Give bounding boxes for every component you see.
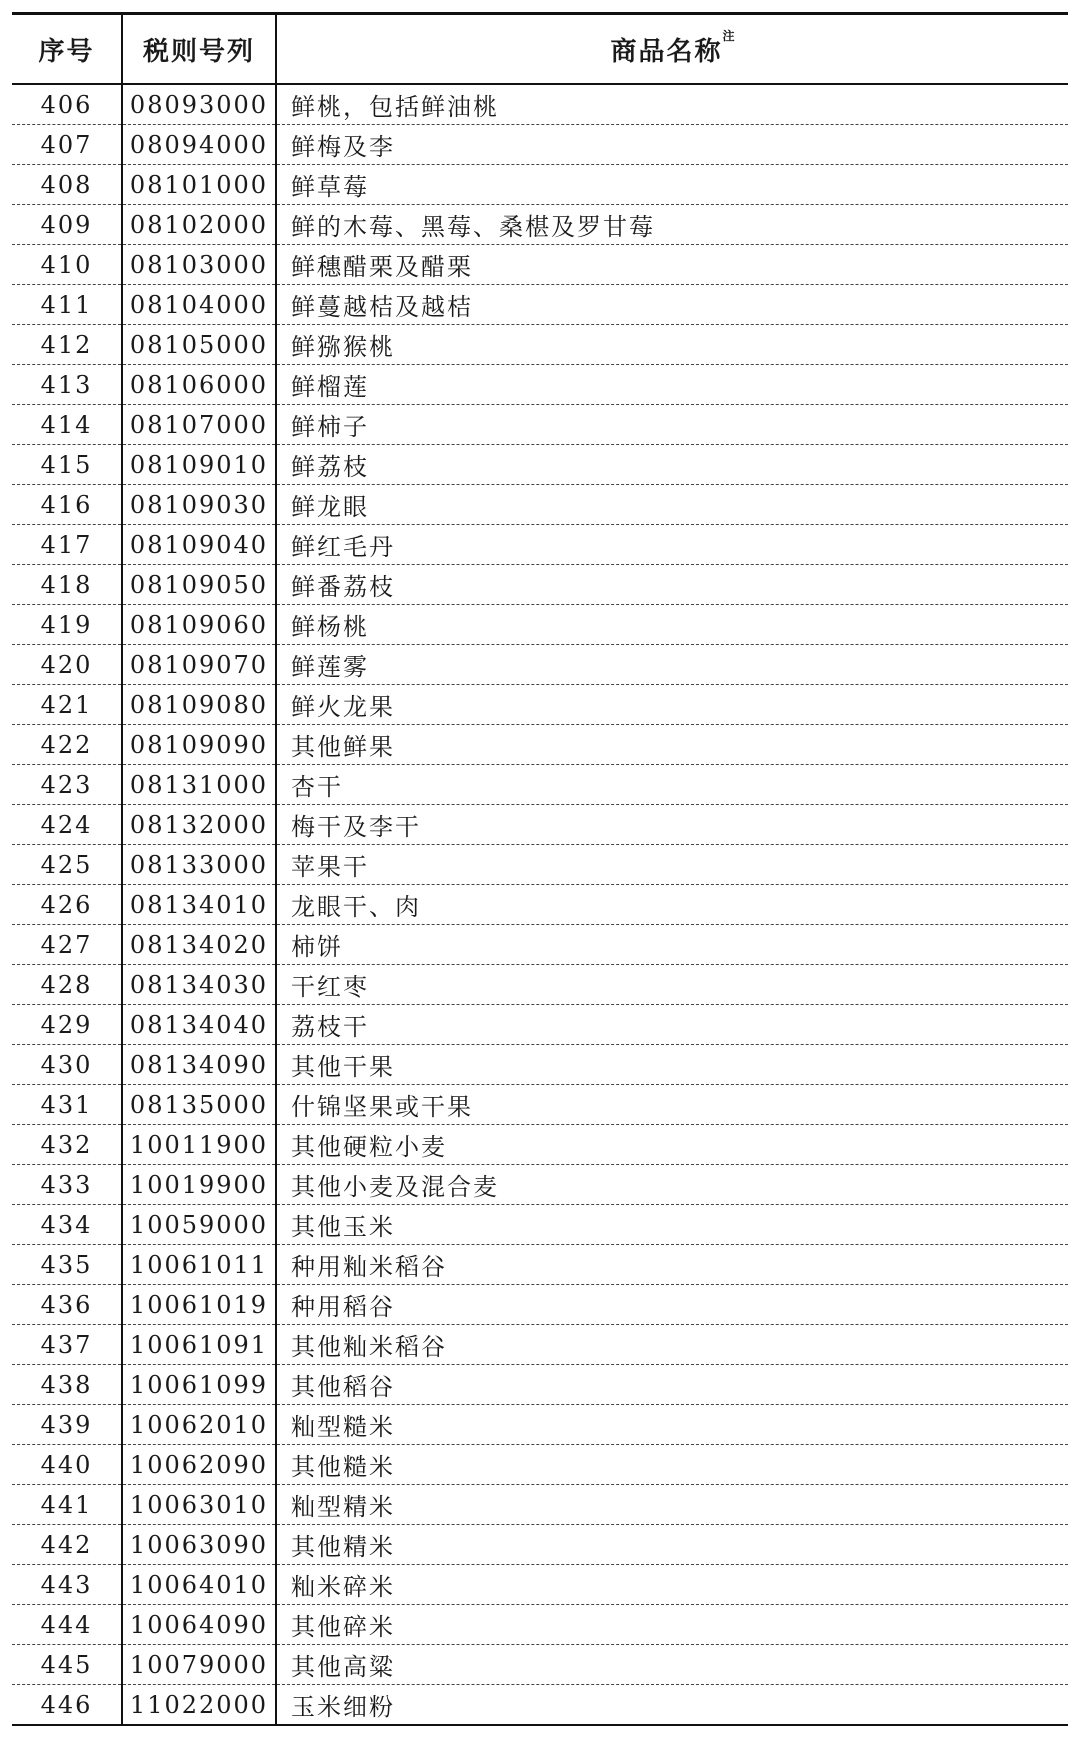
cell-name: 苹果干 <box>276 845 1068 885</box>
cell-seq: 436 <box>12 1285 122 1325</box>
table-row <box>12 1085 1068 1125</box>
table-row <box>12 525 1068 565</box>
cell-code: 08106000 <box>122 365 276 405</box>
table-row <box>12 325 1068 365</box>
cell-seq: 407 <box>12 125 122 165</box>
cell-code: 08109010 <box>122 445 276 485</box>
table-row <box>12 1245 1068 1285</box>
table-row <box>12 885 1068 925</box>
cell-seq: 408 <box>12 165 122 205</box>
cell-name: 什锦坚果或干果 <box>276 1085 1068 1125</box>
cell-code: 08134020 <box>122 925 276 965</box>
table-row <box>12 685 1068 725</box>
cell-code: 10063090 <box>122 1525 276 1565</box>
table-row <box>12 605 1068 645</box>
table-row <box>12 1685 1068 1726</box>
cell-code: 08135000 <box>122 1085 276 1125</box>
table-row <box>12 245 1068 285</box>
cell-name: 鲜梅及李 <box>276 125 1068 165</box>
table-row <box>12 1125 1068 1165</box>
cell-seq: 441 <box>12 1485 122 1525</box>
cell-seq: 411 <box>12 285 122 325</box>
cell-code: 08132000 <box>122 805 276 845</box>
cell-seq: 442 <box>12 1525 122 1565</box>
table-row <box>12 1405 1068 1445</box>
header-name-label: 商品名称 <box>610 36 723 67</box>
cell-code: 08093000 <box>122 84 276 125</box>
cell-name: 鲜火龙果 <box>276 685 1068 725</box>
cell-seq: 410 <box>12 245 122 285</box>
table-row <box>12 1325 1068 1365</box>
cell-code: 08109030 <box>122 485 276 525</box>
cell-name: 鲜猕猴桃 <box>276 325 1068 365</box>
cell-name: 鲜草莓 <box>276 165 1068 205</box>
cell-seq: 445 <box>12 1645 122 1685</box>
table-row <box>12 365 1068 405</box>
table-row <box>12 445 1068 485</box>
table-row <box>12 1165 1068 1205</box>
cell-code: 08134010 <box>122 885 276 925</box>
header-row <box>12 14 1068 85</box>
table-row <box>12 1445 1068 1485</box>
table-row <box>12 1525 1068 1565</box>
cell-code: 08094000 <box>122 125 276 165</box>
cell-seq: 425 <box>12 845 122 885</box>
cell-code: 10064010 <box>122 1565 276 1605</box>
table-row <box>12 725 1068 765</box>
cell-name: 鲜杨桃 <box>276 605 1068 645</box>
cell-name: 籼米碎米 <box>276 1565 1068 1605</box>
cell-seq: 430 <box>12 1045 122 1085</box>
cell-name: 杏干 <box>276 765 1068 805</box>
table-row <box>12 965 1068 1005</box>
cell-seq: 415 <box>12 445 122 485</box>
cell-seq: 429 <box>12 1005 122 1045</box>
cell-seq: 434 <box>12 1205 122 1245</box>
table-row <box>12 1365 1068 1405</box>
cell-seq: 417 <box>12 525 122 565</box>
cell-seq: 412 <box>12 325 122 365</box>
header-name-note: 注 <box>722 28 735 43</box>
cell-name: 其他精米 <box>276 1525 1068 1565</box>
table-row <box>12 565 1068 605</box>
cell-name: 鲜蔓越桔及越桔 <box>276 285 1068 325</box>
cell-seq: 418 <box>12 565 122 605</box>
tariff-table <box>12 12 1068 1726</box>
cell-seq: 439 <box>12 1405 122 1445</box>
cell-seq: 443 <box>12 1565 122 1605</box>
cell-code: 10061091 <box>122 1325 276 1365</box>
cell-code: 10019900 <box>122 1165 276 1205</box>
cell-seq: 414 <box>12 405 122 445</box>
cell-code: 08131000 <box>122 765 276 805</box>
cell-code: 10064090 <box>122 1605 276 1645</box>
cell-code: 08109060 <box>122 605 276 645</box>
table-row <box>12 845 1068 885</box>
cell-seq: 419 <box>12 605 122 645</box>
cell-seq: 438 <box>12 1365 122 1405</box>
cell-name: 籼型糙米 <box>276 1405 1068 1445</box>
cell-seq: 422 <box>12 725 122 765</box>
cell-code: 11022000 <box>122 1685 276 1726</box>
cell-code: 10063010 <box>122 1485 276 1525</box>
cell-code: 10061099 <box>122 1365 276 1405</box>
cell-seq: 431 <box>12 1085 122 1125</box>
table-row <box>12 645 1068 685</box>
cell-name: 柿饼 <box>276 925 1068 965</box>
cell-name: 干红枣 <box>276 965 1068 1005</box>
cell-name: 其他高粱 <box>276 1645 1068 1685</box>
cell-name: 其他干果 <box>276 1045 1068 1085</box>
cell-seq: 433 <box>12 1165 122 1205</box>
cell-seq: 426 <box>12 885 122 925</box>
header-seq: 序号 <box>12 14 122 85</box>
table-row <box>12 925 1068 965</box>
cell-seq: 416 <box>12 485 122 525</box>
cell-code: 10062010 <box>122 1405 276 1445</box>
table-row <box>12 84 1068 125</box>
cell-code: 08109050 <box>122 565 276 605</box>
cell-seq: 421 <box>12 685 122 725</box>
cell-name: 鲜红毛丹 <box>276 525 1068 565</box>
table-row <box>12 765 1068 805</box>
cell-code: 08103000 <box>122 245 276 285</box>
cell-code: 08105000 <box>122 325 276 365</box>
cell-name: 鲜穗醋栗及醋栗 <box>276 245 1068 285</box>
table-row <box>12 485 1068 525</box>
cell-seq: 427 <box>12 925 122 965</box>
cell-code: 08107000 <box>122 405 276 445</box>
table-row <box>12 405 1068 445</box>
cell-code: 10062090 <box>122 1445 276 1485</box>
table-header <box>12 14 1068 85</box>
cell-code: 08102000 <box>122 205 276 245</box>
cell-name: 鲜荔枝 <box>276 445 1068 485</box>
cell-code: 08104000 <box>122 285 276 325</box>
cell-code: 10079000 <box>122 1645 276 1685</box>
cell-name: 种用籼米稻谷 <box>276 1245 1068 1285</box>
document-page <box>12 12 1068 1726</box>
table-row <box>12 165 1068 205</box>
cell-name: 其他碎米 <box>276 1605 1068 1645</box>
cell-code: 08134030 <box>122 965 276 1005</box>
cell-name: 鲜榴莲 <box>276 365 1068 405</box>
header-code: 税则号列 <box>122 14 276 85</box>
cell-seq: 440 <box>12 1445 122 1485</box>
table-row <box>12 1485 1068 1525</box>
cell-code: 08133000 <box>122 845 276 885</box>
table-row <box>12 1045 1068 1085</box>
cell-name: 其他鲜果 <box>276 725 1068 765</box>
cell-code: 10061011 <box>122 1245 276 1285</box>
table-row <box>12 1285 1068 1325</box>
cell-seq: 409 <box>12 205 122 245</box>
cell-name: 梅干及李干 <box>276 805 1068 845</box>
cell-code: 10061019 <box>122 1285 276 1325</box>
table-row <box>12 205 1068 245</box>
header-name <box>276 14 1068 85</box>
cell-name: 玉米细粉 <box>276 1685 1068 1726</box>
cell-code: 08134090 <box>122 1045 276 1085</box>
cell-seq: 435 <box>12 1245 122 1285</box>
cell-name: 其他籼米稻谷 <box>276 1325 1068 1365</box>
table-row <box>12 285 1068 325</box>
cell-name: 鲜的木莓、黑莓、桑椹及罗甘莓 <box>276 205 1068 245</box>
table-row <box>12 1005 1068 1045</box>
cell-name: 鲜番荔枝 <box>276 565 1068 605</box>
table-body <box>12 84 1068 1725</box>
table-row <box>12 125 1068 165</box>
cell-seq: 420 <box>12 645 122 685</box>
cell-code: 08109090 <box>122 725 276 765</box>
cell-name: 其他小麦及混合麦 <box>276 1165 1068 1205</box>
table-row <box>12 805 1068 845</box>
cell-seq: 423 <box>12 765 122 805</box>
cell-name: 其他糙米 <box>276 1445 1068 1485</box>
cell-seq: 406 <box>12 84 122 125</box>
cell-name: 鲜柿子 <box>276 405 1068 445</box>
table-row <box>12 1205 1068 1245</box>
cell-name: 荔枝干 <box>276 1005 1068 1045</box>
cell-name: 其他玉米 <box>276 1205 1068 1245</box>
cell-name: 鲜桃，包括鲜油桃 <box>276 84 1068 125</box>
cell-seq: 432 <box>12 1125 122 1165</box>
table-row <box>12 1565 1068 1605</box>
cell-name: 籼型精米 <box>276 1485 1068 1525</box>
cell-code: 10059000 <box>122 1205 276 1245</box>
cell-code: 08109080 <box>122 685 276 725</box>
cell-code: 08109040 <box>122 525 276 565</box>
table-row <box>12 1645 1068 1685</box>
cell-code: 08134040 <box>122 1005 276 1045</box>
cell-name: 鲜龙眼 <box>276 485 1068 525</box>
cell-seq: 437 <box>12 1325 122 1365</box>
table-row <box>12 1605 1068 1645</box>
cell-code: 08101000 <box>122 165 276 205</box>
cell-seq: 444 <box>12 1605 122 1645</box>
cell-seq: 424 <box>12 805 122 845</box>
cell-name: 其他硬粒小麦 <box>276 1125 1068 1165</box>
cell-name: 种用稻谷 <box>276 1285 1068 1325</box>
cell-seq: 446 <box>12 1685 122 1726</box>
cell-name: 鲜莲雾 <box>276 645 1068 685</box>
cell-code: 10011900 <box>122 1125 276 1165</box>
cell-name: 龙眼干、肉 <box>276 885 1068 925</box>
cell-seq: 428 <box>12 965 122 1005</box>
cell-name: 其他稻谷 <box>276 1365 1068 1405</box>
cell-seq: 413 <box>12 365 122 405</box>
cell-code: 08109070 <box>122 645 276 685</box>
